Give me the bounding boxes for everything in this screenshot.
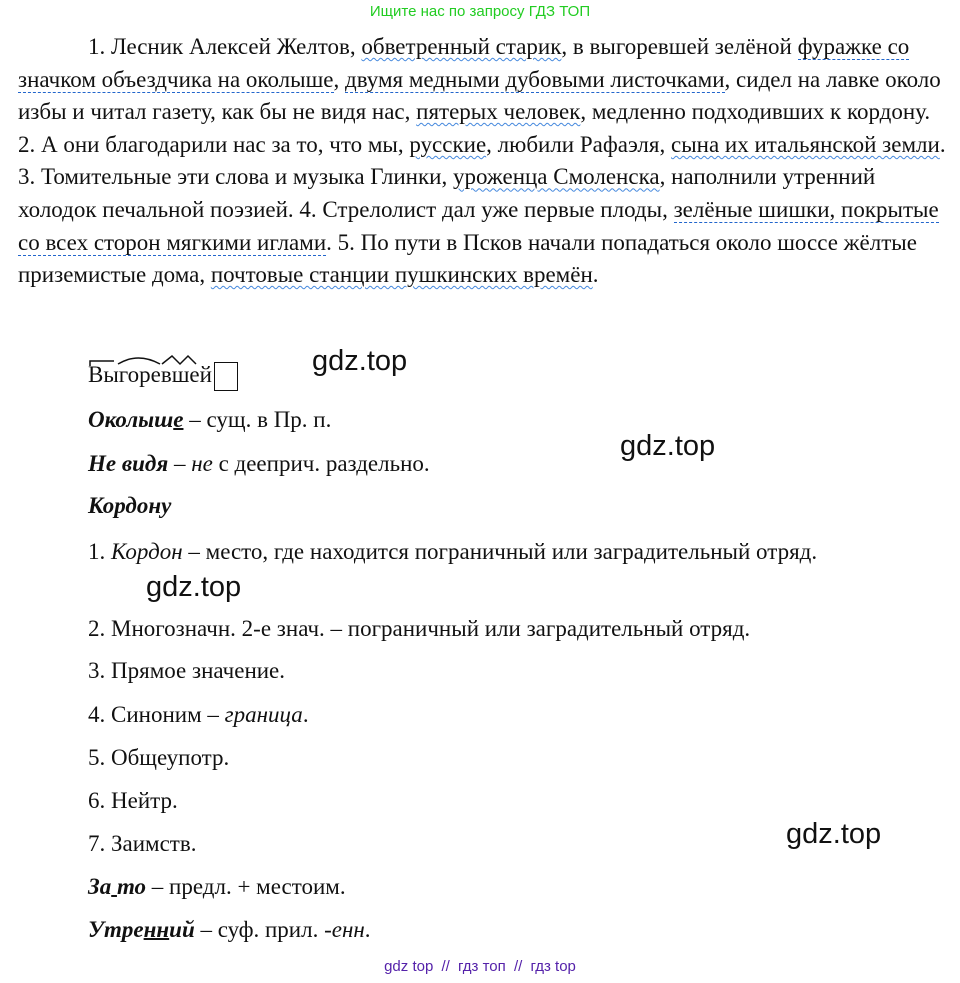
appositive: сына их итальянской земли [671,131,940,157]
participle-phrase: зелёные шишки, покрытые со всех сторон мягкими иглами [18,196,939,255]
participle-phrase: фуражке со значком объездчика на околыше [18,34,910,92]
appositive: русские [409,131,487,157]
term: Кордону [88,493,172,518]
item-text: 7. Заимств. [88,831,197,856]
item-text: 3. Прямое значение. [88,658,286,683]
watermark: gdz.top [786,818,882,850]
text-segment: , наполнили утренний холодок печальной поэзией. 4. Стрелолист дал уже первые плоды, [18,164,876,222]
text-segment: 1. Лесник Алексей Желтов, [88,34,362,59]
analysis-za-to [88,874,346,900]
kordon-item-1 [18,536,918,568]
footer-link[interactable]: гдз топ [458,958,506,975]
text-segment: . 3. Томительные эти слова и музыка Глинки, [18,131,946,190]
term-ne: не [191,451,213,476]
watermark: gdz.top [312,345,408,377]
item-text: 2. Многозначн. 2-е знач. – пограничный или заградительный отряд. [88,616,751,641]
item-text: 6. Нейтр. [88,788,178,813]
appositive: обветренный старик [361,34,562,59]
kordon-item-7 [88,831,196,857]
word-text: Выгоревшей [88,362,212,387]
ending-box [214,362,238,391]
item-text: 4. Синоним – [88,702,225,727]
term: Не видя [88,451,169,476]
term-desc: – суф. прил. - [194,917,332,942]
analysis-ne-vidya [88,451,430,477]
item-synonym: граница [224,702,303,727]
text-segment: , любили Рафаэля, [486,131,671,157]
watermark: gdz.top [146,571,242,603]
text-segment: , [333,66,345,92]
text-segment: . 5. По пути в Псков начали попадаться около шоссе жёлтые приземистые дома, [18,229,917,288]
appositive: почтовые станции пушкинских времён [210,262,593,288]
item-number: 1. [88,539,111,564]
watermark: gdz.top [620,430,716,462]
participle-phrase: двумя медными дубовыми листочками [345,66,725,92]
suffix: енн [331,917,365,942]
analysis-okolyshe [88,407,331,433]
term: Околыше [88,407,184,432]
text-segment: , в выгоревшей зелёной [561,34,798,59]
parsed-word [88,362,212,388]
kordon-item-3 [88,658,285,684]
footer-link[interactable]: gdz top [384,958,434,975]
footer-separator: // [441,958,450,975]
item-text: 5. Общеупотр. [88,745,230,770]
footer-links [0,958,960,975]
item-end: . [302,702,309,727]
term: За то [88,874,147,899]
analysis-utrenniy [88,917,371,943]
kordon-item-5 [88,745,229,771]
term-desc: с дееприч. раздельно. [212,451,430,476]
exercise-paragraph [18,31,948,292]
term-desc: – сущ. в Пр. п. [183,407,332,432]
appositive: пятерых человек [416,99,581,125]
footer-link[interactable]: гдз top [530,958,576,975]
kordon-item-6 [88,788,178,814]
analysis-kordonu [88,493,171,519]
item-term: Кордон [111,539,183,564]
kordon-item-2 [88,616,750,642]
footer-separator: // [513,958,523,975]
text-segment: , сидел на лавке около избы и читал газету, как бы не видя нас, [18,66,941,125]
item-text: – место, где находится пограничный или заградительный отряд. [182,539,818,564]
term-desc: – предл. + местоим. [146,874,346,899]
term: Утренний [88,917,195,942]
top-banner: Ищите нас по запросу ГДЗ ТОП [369,3,591,20]
text-segment: , медленно подходивших к кордону. 2. А они благодарили нас за то, что мы, [18,99,931,157]
kordon-item-4 [88,702,309,728]
morpheme-parse [88,362,212,388]
text-segment: . [592,262,599,288]
term-end: . [364,917,371,942]
term-dash: – [168,451,192,476]
appositive: уроженца Смоленска [452,164,660,190]
